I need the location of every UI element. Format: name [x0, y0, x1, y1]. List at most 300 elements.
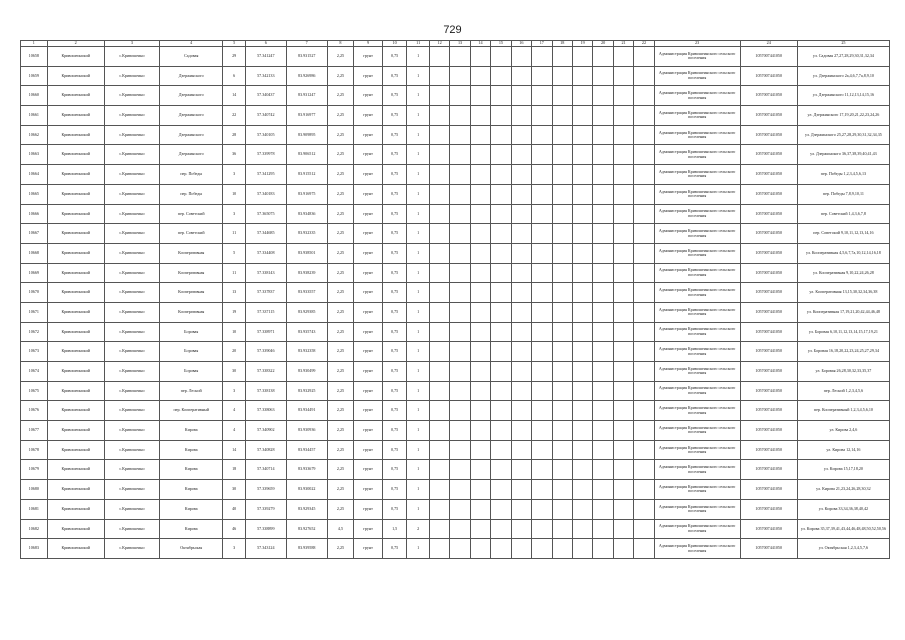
table-cell: 57.334408	[245, 243, 286, 263]
table-cell	[572, 421, 592, 441]
table-row	[21, 519, 890, 539]
table-cell	[470, 362, 490, 382]
table-cell: пер. Советский 9,10,11,12,13,14,16	[797, 224, 889, 244]
table-cell	[572, 362, 592, 382]
table-cell: 83.909895	[286, 125, 327, 145]
table-cell: ул. Октябрьская 1,2,3,4,5,7,6	[797, 539, 889, 559]
table-cell	[593, 401, 613, 421]
table-cell	[532, 342, 552, 362]
table-cell: 3	[223, 204, 245, 224]
table-cell: Администрация Кривошеинского сельского поселения	[654, 401, 740, 421]
table-cell	[634, 362, 654, 382]
table-cell: Администрация Кривошеинского сельского поселения	[654, 381, 740, 401]
table-cell: пер. Советский 1,4,3,6,7,8	[797, 204, 889, 224]
table-cell: Администрация Кривошеинского сельского поселения	[654, 421, 740, 441]
table-cell	[613, 47, 633, 67]
table-cell: 10671	[21, 302, 48, 322]
table-cell: 0,75	[382, 401, 407, 421]
table-cell	[491, 381, 511, 401]
table-cell	[429, 47, 449, 67]
table-cell: 10670	[21, 283, 48, 303]
table-cell	[532, 381, 552, 401]
table-cell	[429, 342, 449, 362]
table-cell: грунт	[354, 342, 383, 362]
table-cell	[593, 283, 613, 303]
table-cell: 57.344685	[245, 224, 286, 244]
table-cell: 0,75	[382, 302, 407, 322]
table-cell	[450, 145, 470, 165]
table-cell: Боровая	[160, 322, 223, 342]
table-cell: 0,75	[382, 243, 407, 263]
table-cell: Кирова	[160, 421, 223, 441]
table-cell	[572, 184, 592, 204]
table-row	[21, 381, 890, 401]
table-cell: 10659	[21, 66, 48, 86]
table-cell: 1	[407, 302, 429, 322]
table-cell: грунт	[354, 302, 383, 322]
table-cell: 3	[223, 539, 245, 559]
table-cell: 57.337837	[245, 283, 286, 303]
table-cell	[572, 381, 592, 401]
table-cell	[613, 342, 633, 362]
table-cell: пер. Победы	[160, 184, 223, 204]
table-cell: грунт	[354, 86, 383, 106]
table-cell	[572, 243, 592, 263]
table-cell: с.Кривошеино	[104, 204, 159, 224]
table-cell: 0,75	[382, 381, 407, 401]
table-cell: Кривошеинский	[47, 106, 104, 126]
table-cell: Кооперативная	[160, 243, 223, 263]
table-cell: с.Кривошеино	[104, 322, 159, 342]
table-cell	[429, 243, 449, 263]
table-cell	[593, 165, 613, 185]
table-cell: 19	[223, 302, 245, 322]
table-cell: с.Кривошеино	[104, 539, 159, 559]
table-cell	[552, 204, 572, 224]
table-cell	[613, 125, 633, 145]
table-cell	[552, 224, 572, 244]
table-cell	[429, 480, 449, 500]
table-cell: 28	[223, 125, 245, 145]
table-cell: Кривошеинский	[47, 302, 104, 322]
table-cell: с.Кривошеино	[104, 86, 159, 106]
table-cell: Кривошеинский	[47, 66, 104, 86]
table-cell: 10675	[21, 381, 48, 401]
table-cell	[572, 106, 592, 126]
table-cell	[532, 47, 552, 67]
table-cell: 10	[223, 322, 245, 342]
table-cell: 0,75	[382, 342, 407, 362]
table-cell	[532, 302, 552, 322]
table-cell: Кривошеинский	[47, 499, 104, 519]
table-cell	[532, 125, 552, 145]
table-cell	[429, 184, 449, 204]
table-cell	[572, 86, 592, 106]
table-cell	[470, 243, 490, 263]
table-cell: грунт	[354, 499, 383, 519]
table-cell: 57.338322	[245, 362, 286, 382]
table-cell: 10666	[21, 204, 48, 224]
table-cell	[511, 519, 531, 539]
table-cell: Администрация Кривошеинского сельского поселения	[654, 362, 740, 382]
table-cell	[491, 480, 511, 500]
table-cell	[532, 66, 552, 86]
table-cell: 83.916977	[286, 106, 327, 126]
table-cell: 30	[223, 480, 245, 500]
table-cell: с.Кривошеино	[104, 480, 159, 500]
table-cell	[429, 283, 449, 303]
table-cell: Кривошеинский	[47, 204, 104, 224]
table-cell	[613, 539, 633, 559]
table-cell: 11	[223, 224, 245, 244]
table-row	[21, 460, 890, 480]
table-cell: грунт	[354, 440, 383, 460]
table-cell	[450, 47, 470, 67]
column-header: 16	[511, 41, 531, 47]
table-cell: Боровая	[160, 342, 223, 362]
table-cell	[552, 401, 572, 421]
table-cell	[429, 539, 449, 559]
table-cell	[532, 224, 552, 244]
table-cell	[450, 302, 470, 322]
table-cell: 2,25	[327, 421, 354, 441]
table-cell	[491, 243, 511, 263]
table-cell: 57.339279	[245, 499, 286, 519]
table-cell	[572, 499, 592, 519]
table-cell: Дзержинского	[160, 145, 223, 165]
table-cell	[552, 322, 572, 342]
table-cell: 10665	[21, 184, 48, 204]
table-cell: Администрация Кривошеинского сельского поселения	[654, 539, 740, 559]
table-cell	[450, 460, 470, 480]
table-cell: 0,75	[382, 204, 407, 224]
table-cell	[511, 499, 531, 519]
table-cell: Кривошеинский	[47, 86, 104, 106]
column-header: 2	[47, 41, 104, 47]
table-cell: 83.934457	[286, 440, 327, 460]
table-cell: Администрация Кривошеинского сельского поселения	[654, 66, 740, 86]
table-cell: 0,75	[382, 460, 407, 480]
table-cell: 2,25	[327, 243, 354, 263]
table-cell: 1057007441050	[740, 243, 797, 263]
table-cell: 57.340105	[245, 125, 286, 145]
table-cell: ул. Кирова 2,4,6	[797, 421, 889, 441]
table-cell	[634, 165, 654, 185]
table-cell: 83.931247	[286, 86, 327, 106]
table-cell	[532, 283, 552, 303]
table-cell	[470, 401, 490, 421]
table-cell: 1,5	[382, 519, 407, 539]
table-cell	[634, 519, 654, 539]
table-cell: 1057007441050	[740, 204, 797, 224]
table-cell: ул. Дзержинского 2а,4,6,7,7а,8,9,10	[797, 66, 889, 86]
table-cell: 83.931527	[286, 47, 327, 67]
table-cell	[532, 184, 552, 204]
table-cell: грунт	[354, 322, 383, 342]
table-cell	[511, 283, 531, 303]
table-cell: 0,75	[382, 440, 407, 460]
table-cell: 2,25	[327, 480, 354, 500]
table-cell	[532, 204, 552, 224]
table-cell	[613, 263, 633, 283]
table-cell	[429, 165, 449, 185]
table-cell	[613, 381, 633, 401]
table-cell	[613, 86, 633, 106]
table-cell: грунт	[354, 362, 383, 382]
table-row	[21, 66, 890, 86]
table-cell: 1057007441050	[740, 401, 797, 421]
table-cell: с.Кривошеино	[104, 66, 159, 86]
table-cell	[450, 263, 470, 283]
table-cell	[634, 342, 654, 362]
table-cell: 10672	[21, 322, 48, 342]
table-cell: ул. Боровая 16,18,20,22,23,24,25,27,29,34	[797, 342, 889, 362]
table-cell	[491, 145, 511, 165]
table-cell: 1057007441050	[740, 322, 797, 342]
table-cell: Администрация Кривошеинского сельского поселения	[654, 125, 740, 145]
table-cell	[429, 263, 449, 283]
table-cell	[634, 401, 654, 421]
table-cell: пер. Советский	[160, 224, 223, 244]
table-cell	[491, 165, 511, 185]
table-cell	[511, 302, 531, 322]
table-cell: 29	[223, 47, 245, 67]
table-cell	[552, 86, 572, 106]
table-cell: Боровая	[160, 362, 223, 382]
table-cell: Кривошеинский	[47, 165, 104, 185]
table-cell: Администрация Кривошеинского сельского поселения	[654, 86, 740, 106]
table-cell: ул. Дзержинского 36,37,38,39,40,41,43	[797, 145, 889, 165]
table-cell	[552, 165, 572, 185]
column-header: 13	[450, 41, 470, 47]
table-cell	[552, 362, 572, 382]
table-cell	[572, 47, 592, 67]
table-cell: 1	[407, 421, 429, 441]
table-cell	[511, 184, 531, 204]
table-cell: 57.339978	[245, 145, 286, 165]
table-cell	[470, 184, 490, 204]
table-cell	[613, 499, 633, 519]
table-cell	[593, 224, 613, 244]
table-cell: Кооперативная	[160, 263, 223, 283]
table-cell: 10669	[21, 263, 48, 283]
table-cell: 1	[407, 106, 429, 126]
table-cell: с.Кривошеино	[104, 460, 159, 480]
table-cell	[532, 106, 552, 126]
table-cell: Администрация Кривошеинского сельского поселения	[654, 440, 740, 460]
column-header: 19	[572, 41, 592, 47]
table-cell	[634, 263, 654, 283]
table-cell: грунт	[354, 66, 383, 86]
table-cell	[593, 184, 613, 204]
table-cell: ул. Кирова 12,14,16	[797, 440, 889, 460]
table-cell: 1057007441050	[740, 480, 797, 500]
table-cell: Кривошеинский	[47, 283, 104, 303]
table-cell	[470, 322, 490, 342]
table-cell	[470, 86, 490, 106]
table-cell: 1	[407, 480, 429, 500]
table-cell	[634, 145, 654, 165]
column-header: 21	[613, 41, 633, 47]
table-cell: 2,25	[327, 66, 354, 86]
table-cell	[429, 125, 449, 145]
table-cell: 6	[223, 66, 245, 86]
table-cell: Кривошеинский	[47, 322, 104, 342]
table-cell: 0,75	[382, 224, 407, 244]
table-cell	[552, 381, 572, 401]
column-header: 12	[429, 41, 449, 47]
table-cell	[552, 184, 572, 204]
table-cell	[532, 480, 552, 500]
registry-table	[20, 40, 890, 559]
table-cell: 83.930499	[286, 362, 327, 382]
table-cell	[593, 499, 613, 519]
table-cell: грунт	[354, 47, 383, 67]
table-cell: 1057007441050	[740, 362, 797, 382]
table-cell: 10667	[21, 224, 48, 244]
table-cell: 2,25	[327, 499, 354, 519]
table-cell: 4	[223, 421, 245, 441]
table-cell: 57.340902	[245, 421, 286, 441]
table-cell	[491, 106, 511, 126]
table-cell	[613, 322, 633, 342]
table-cell	[593, 539, 613, 559]
table-cell	[613, 106, 633, 126]
table-cell	[491, 322, 511, 342]
table-cell: 57.340742	[245, 106, 286, 126]
table-cell	[532, 440, 552, 460]
table-cell	[511, 86, 531, 106]
table-cell: 57.340714	[245, 460, 286, 480]
table-cell	[511, 381, 531, 401]
table-cell	[429, 66, 449, 86]
table-cell	[450, 539, 470, 559]
table-cell: Дзержинского	[160, 106, 223, 126]
table-cell	[450, 362, 470, 382]
table-cell: Кривошеинский	[47, 145, 104, 165]
table-cell: ул. Кооперативная 4,5,6,7,7а,10,12,14,16,18	[797, 243, 889, 263]
table-cell: 0,75	[382, 322, 407, 342]
table-cell	[613, 440, 633, 460]
table-cell	[593, 125, 613, 145]
column-header: 22	[634, 41, 654, 47]
table-cell: 14	[223, 86, 245, 106]
column-header: 9	[354, 41, 383, 47]
table-cell	[429, 302, 449, 322]
table-cell	[634, 204, 654, 224]
table-row	[21, 421, 890, 441]
table-cell: 10673	[21, 342, 48, 362]
table-cell	[613, 519, 633, 539]
table-cell: 0,75	[382, 499, 407, 519]
table-cell: 11	[223, 263, 245, 283]
table-cell: ул. Кооперативная 9,10,22,24,26,28	[797, 263, 889, 283]
table-cell	[634, 499, 654, 519]
table-cell: 57.338899	[245, 519, 286, 539]
table-cell	[450, 66, 470, 86]
table-cell: 83.933557	[286, 283, 327, 303]
table-cell	[532, 519, 552, 539]
table-cell: грунт	[354, 165, 383, 185]
table-cell: 57.340828	[245, 440, 286, 460]
table-cell	[470, 66, 490, 86]
table-cell	[634, 302, 654, 322]
table-cell: 57.339659	[245, 480, 286, 500]
table-cell: с.Кривошеино	[104, 381, 159, 401]
table-cell: Администрация Кривошеинского сельского поселения	[654, 342, 740, 362]
table-cell	[634, 322, 654, 342]
table-cell: пер. Лесной	[160, 381, 223, 401]
table-cell: 1	[407, 243, 429, 263]
table-cell: 10682	[21, 519, 48, 539]
table-cell	[593, 263, 613, 283]
table-cell	[634, 243, 654, 263]
table-cell	[552, 145, 572, 165]
table-cell	[511, 401, 531, 421]
table-cell: 1	[407, 322, 429, 342]
table-cell: с.Кривошеино	[104, 47, 159, 67]
table-cell: 10680	[21, 480, 48, 500]
table-cell: 1	[407, 401, 429, 421]
table-cell: Кривошеинский	[47, 224, 104, 244]
table-cell	[429, 86, 449, 106]
table-cell: 1057007441050	[740, 263, 797, 283]
table-cell	[613, 302, 633, 322]
table-cell: Кривошеинский	[47, 342, 104, 362]
table-cell: 1	[407, 66, 429, 86]
table-cell	[450, 499, 470, 519]
table-row	[21, 401, 890, 421]
table-cell	[470, 302, 490, 322]
table-cell: 1057007441050	[740, 519, 797, 539]
table-cell: 22	[223, 106, 245, 126]
table-cell: 2,25	[327, 224, 354, 244]
table-cell	[593, 460, 613, 480]
table-cell: 57.341295	[245, 165, 286, 185]
table-cell: 83.934836	[286, 204, 327, 224]
table-cell: с.Кривошеино	[104, 106, 159, 126]
table-cell: ул. Кооперативная 13,15,30,32,34,36,38	[797, 283, 889, 303]
table-cell: 20	[223, 342, 245, 362]
table-cell: 2,25	[327, 165, 354, 185]
table-cell	[470, 381, 490, 401]
table-cell	[552, 440, 572, 460]
table-cell: грунт	[354, 204, 383, 224]
table-cell	[532, 86, 552, 106]
table-cell: 1	[407, 283, 429, 303]
table-cell	[511, 145, 531, 165]
table-cell: 1057007441050	[740, 106, 797, 126]
table-cell	[429, 401, 449, 421]
table-cell	[429, 440, 449, 460]
table-cell	[613, 66, 633, 86]
table-cell	[634, 86, 654, 106]
table-cell: ул. Кирова 21,23,24,26,28,30,32	[797, 480, 889, 500]
table-cell: Кривошеинский	[47, 421, 104, 441]
table-row	[21, 539, 890, 559]
table-cell: 83.932358	[286, 342, 327, 362]
table-cell: с.Кривошеино	[104, 283, 159, 303]
table-cell: 57.337115	[245, 302, 286, 322]
table-cell	[450, 480, 470, 500]
column-header: 15	[491, 41, 511, 47]
table-cell	[593, 47, 613, 67]
table-cell	[511, 460, 531, 480]
table-cell: ул. Кооперативная 17,19,21,20,42,44,46,48	[797, 302, 889, 322]
table-cell: 1	[407, 145, 429, 165]
table-cell	[491, 421, 511, 441]
column-header: 25	[797, 41, 889, 47]
